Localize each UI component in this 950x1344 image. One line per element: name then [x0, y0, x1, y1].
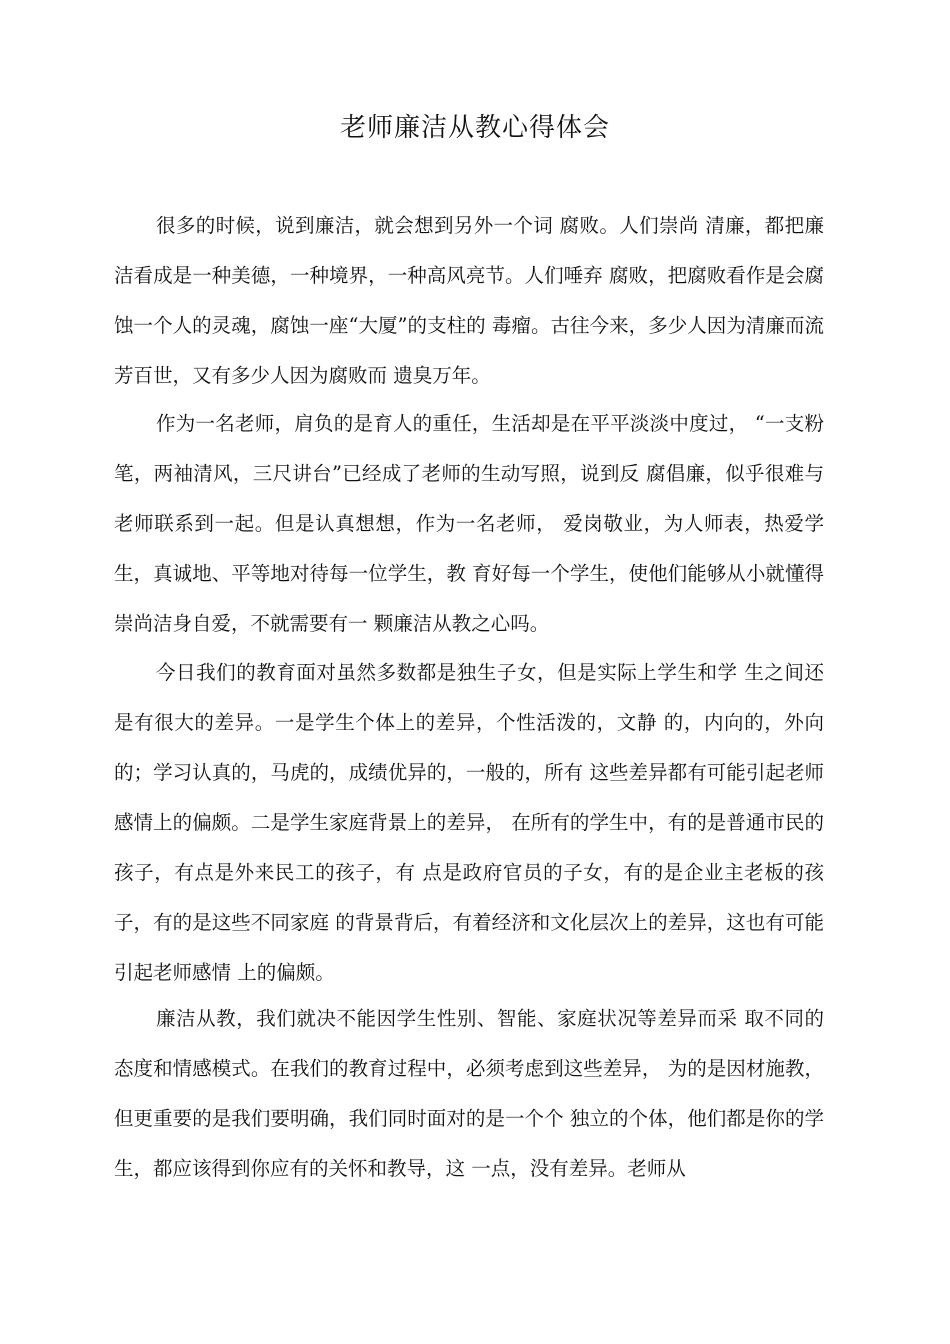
paragraph-4: 廉洁从教，我们就决不能因学生性别、智能、家庭状况等差异而采 取不同的态度和情感模式。在我们的教育过程中，必须考虑到这些差异， 为的是因材施教，但更重要的是我们要明确，我们同时面对的是一个个 独立的个体，他们都是你的学生，都应该得到你应有的关怀和教导，这 一点，没有差异。老师从	[114, 1007, 824, 1180]
paragraph-3: 今日我们的教育面对虽然多数都是独生子女，但是实际上学生和学 生之间还是有很大的差异。一是学生个体上的差异，个性活泼的，文静 的，内向的，外向的；学习认真的，马虎的，成绩优异的，一般的，所有 这些差异都有可能引起老师感情上的偏颇。二是学生家庭背景上的差异， 在所有的学生中，有的是普通市民的孩子，有点是外来民工的孩子，有 点是政府官员的子女，有的是企业主老板的孩子，有的是这些不同家庭 的背景背后，有着经济和文化层次上的差异，这也有可能引起老师感情 上的偏颇。	[114, 661, 824, 984]
document-title: 老师廉洁从教心得体会	[339, 113, 610, 143]
paragraph-2: 作为一名老师，肩负的是育人的重任，生活却是在平平淡淡中度过， “一支粉笔，两袖清风，三尺讲台”已经成了老师的生动写照，说到反 腐倡廉，似乎很难与老师联系到一起。但是认真想想，作为一名老师， 爱岗敬业，为人师表，热爱学生，真诚地、平等地对待每一位学生，教 育好每一个学生，使他们能够从小就懂得崇尚洁身自爱，不就需要有一 颗廉洁从教之心吗。	[114, 412, 824, 635]
paragraph-1: 很多的时候，说到廉洁，就会想到另外一个词 腐败。人们崇尚 清廉，都把廉洁看成是一种美德，一种境界，一种高风亮节。人们唾弃 腐败，把腐败看作是会腐蚀一个人的灵魂，腐蚀一座“大厦”的支柱的 毒瘤。古往今来，多少人因为清廉而流芳百世，又有多少人因为腐败而 遗臭万年。	[114, 214, 824, 387]
